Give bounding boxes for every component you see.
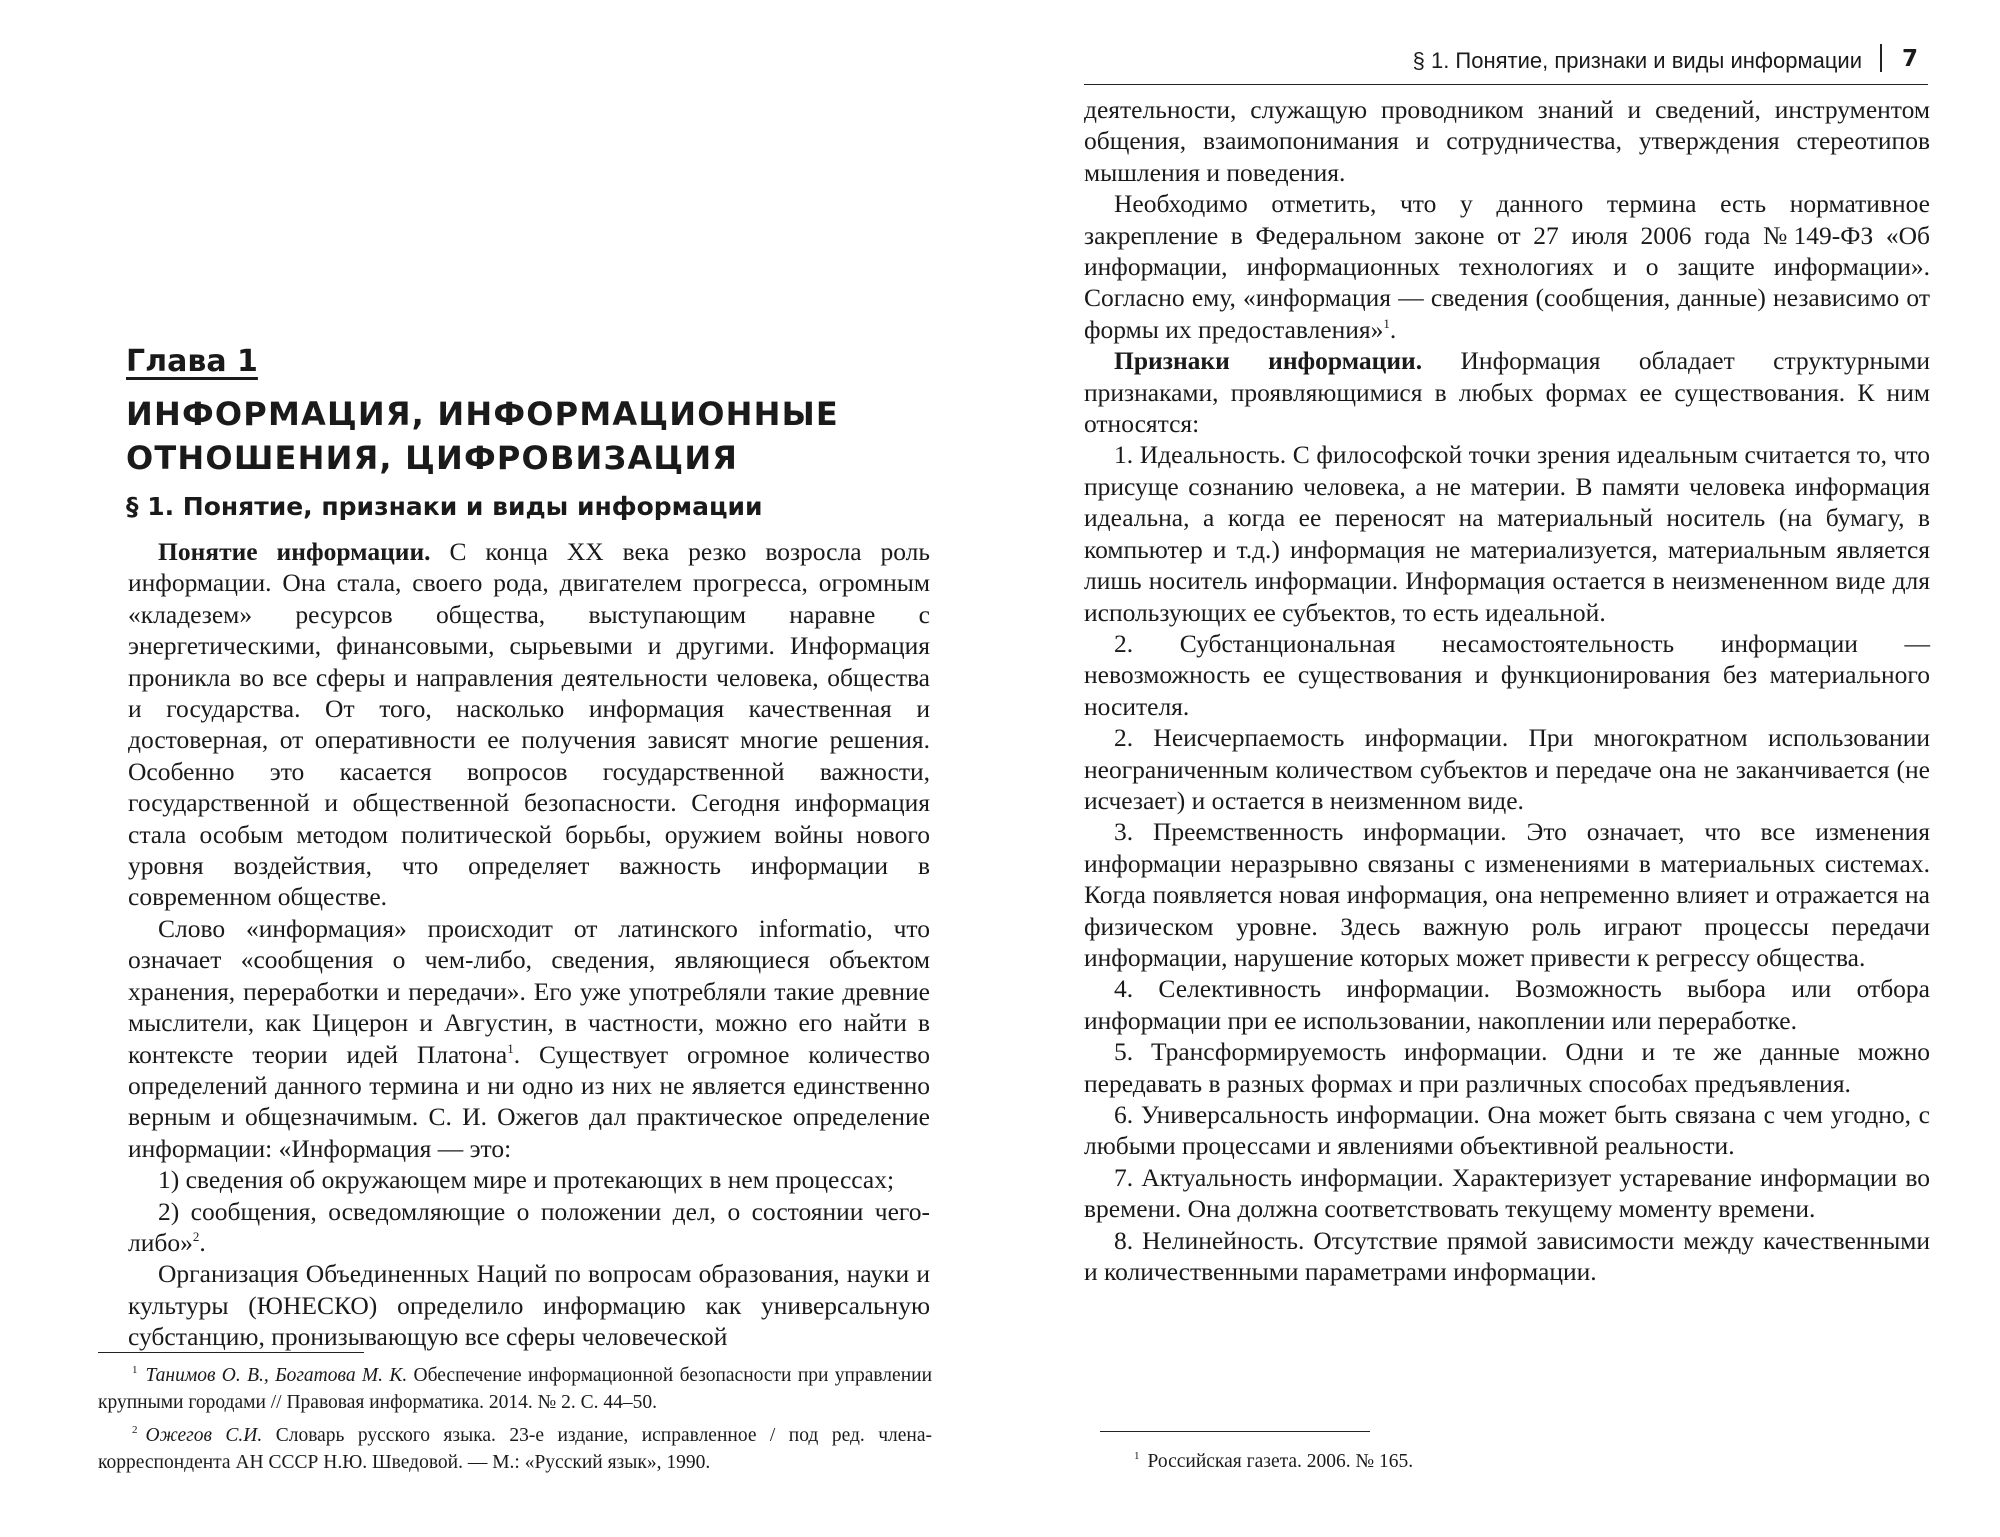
footnote-author: Танимов О. В., Богатова М. К. — [145, 1365, 408, 1386]
paragraph-text: . Существует огромное количество определений данного термина и ни одно из них не является единственно верным и общезначимым. С. И. Ожегов дал практическое определение информации: «Информация — это: — [128, 1039, 930, 1163]
list-item: 8. Нелинейность. Отсутствие прямой зависимости между качественными и количественными параметрами информации. — [1084, 1225, 1930, 1287]
list-item: 4. Селективность информации. Возможность выбора или отбора информации при ее использовании, накоплении или переработке. — [1084, 974, 1930, 1035]
paragraph-text: Слово «информация» происходит от латинского informatio, что означает «сообщения о чем-либо, сведения, являющиеся объектом хранения, переработки и передачи». Его уже употребляли такие древние мыслители, как Цицерон и Августин, в частности, можно его найти в контексте теории идей Платона — [128, 913, 930, 1069]
page-number: 7 — [1901, 46, 1918, 72]
paragraph: деятельности, служащую проводником знаний и сведений, инструментом общения, взаимопонимания и сотрудничества, утверждения стереотипов мышления и поведения. — [1084, 95, 1930, 187]
list-item — [128, 1196, 930, 1259]
footnote-text: Обеспечение информационной безопасности при управлении крупными городами // Правовая информатика. 2014. № 2. С. 44–50. — [98, 1365, 933, 1413]
footnote-divider — [98, 1352, 364, 1353]
running-header — [1084, 44, 1928, 85]
footnote-number: 1 — [132, 1364, 138, 1376]
footnote-author: Ожегов С.И. — [145, 1425, 263, 1446]
header-separator — [1880, 44, 1882, 72]
list-item: 5. Трансформируемость информации. Одни и те же данные можно передавать в разных формах и при различных способах предъявления. — [1084, 1037, 1930, 1098]
paragraph-lead: Признаки информации. — [1114, 346, 1423, 376]
paragraph — [128, 913, 930, 1164]
left-body-text — [128, 536, 930, 1353]
list-item: 1) сведения об окружающем мире и протекающих в нем процессах; — [158, 1165, 895, 1195]
right-page — [1000, 0, 2000, 1537]
footnote-number: 2 — [132, 1424, 138, 1436]
footnote — [98, 1422, 932, 1476]
list-item-text: . — [199, 1227, 206, 1257]
footnote-ref[interactable]: 1 — [1383, 315, 1390, 331]
paragraph-text: Необходимо отметить, что у данного термина есть нормативное закрепление в Федеральном законе от 27 июля 2006 года №149-ФЗ «Об информации, информационных технологиях и о защите информации». Согласно ему, «информация — сведения (сообщения, данные) независимо от формы их предоставления» — [1084, 189, 1930, 344]
footnote-ref[interactable]: 1 — [507, 1040, 514, 1056]
list-item: 2. Субстанциональная несамостоятельность информации — невозможность ее существования и функционирования без материального носителя. — [1084, 628, 1930, 721]
list-item-text: 2) сообщения, осведомляющие о положении дел, о состоянии чего-либо» — [128, 1196, 930, 1257]
footnote — [98, 1362, 932, 1416]
list-item: 1. Идеальность. С философской точки зрения идеальным считается то, что присуще сознанию человека, а не материи. В памяти человека информация идеальна, а когда ее переносят на материальный носитель (на бумагу, в компьютер и т.д.) информация не материализуется, материальным является лишь носитель информации. Информация остается в неизмененном виде для использующих ее субъектов, то есть идеальной. — [1084, 440, 1930, 627]
paragraph-text: Информация обладает структурными признаками, проявляющимися в любых формах ее существования. К ним относятся: — [1084, 346, 1931, 439]
footnote — [1100, 1448, 1930, 1475]
footnote-text: Российская газета. 2006. № 165. — [1147, 1451, 1414, 1472]
list-item: 2. Неисчерпаемость информации. При многократном использовании неограниченным количеством субъектов и передаче она не заканчивается (не исчезает) и остается в неизменном виде. — [1084, 723, 1930, 815]
paragraph-text: С конца XX века резко возросла роль информации. Она стала, своего рода, двигателем прогресса, огромным «кладезем» ресурсов общества, выступающим наравне с энергетическими, финансовыми, сырьевыми и другими. Информация проникла во все сферы и направления деятельности человека, общества и государства. От того, насколько информация качественная и достоверная, от оперативности ее получения зависят многие решения. Особенно это касается вопросов государственной важности, государственной и общественной безопасности. Сегодня информация стала особым методом политической борьбы, оружием войны нового уровня воздействия, что определяет важность информации в современном обществе. — [128, 537, 930, 912]
footnote-number: 1 — [1134, 1450, 1140, 1462]
right-body-text — [1084, 94, 1930, 1287]
footnotes — [1100, 1448, 1930, 1481]
list-item: 6. Универсальность информации. Она может быть связана с чем угодно, с любыми процессами и явлениями объективной реальности. — [1084, 1100, 1930, 1161]
list-item: 3. Преемственность информации. Это означает, что все изменения информации неразрывно связаны с изменениями в материальных системах. Когда появляется новая информация, она непременно влияет и отражается на физическом уровне. Здесь важную роль играют процессы передачи информации, нарушение которых может привести к регрессу общества. — [1084, 817, 1930, 972]
chapter-title: ИНФОРМАЦИЯ, ИНФОРМАЦИОННЫЕ ОТНОШЕНИЯ, ЦИФРОВИЗАЦИЯ — [126, 395, 839, 477]
list-item: 7. Актуальность информации. Характеризует устаревание информации во времени. Она должна соответствовать текущему моменту времени. — [1084, 1162, 1930, 1224]
chapter-label: Глава 1 — [126, 344, 258, 379]
footnotes — [98, 1362, 932, 1482]
paragraph — [1084, 345, 1930, 439]
footnote-divider — [1100, 1431, 1370, 1432]
running-header-title: § 1. Понятие, признаки и виды информации — [1412, 48, 1862, 73]
paragraph: Организация Объединенных Наций по вопросам образования, науки и культуры (ЮНЕСКО) определило информацию как универсальную субстанцию, пронизывающую все сферы человеческой — [128, 1259, 930, 1352]
paragraph-lead: Понятие информации. — [158, 537, 431, 566]
chapter-heading — [126, 342, 946, 480]
paragraph-text: . — [1389, 314, 1397, 344]
footnote-ref[interactable]: 2 — [192, 1228, 200, 1244]
paragraph — [1084, 188, 1930, 345]
paragraph — [128, 536, 930, 913]
section-title: § 1. Понятие, признаки и виды информации — [126, 492, 763, 521]
footnote-text: Словарь русского языка. 23-е издание, исправленное / под ред. члена-корреспондента АН СССР Н.Ю. Шведовой. — М.: «Русский язык», 1990. — [98, 1425, 932, 1473]
